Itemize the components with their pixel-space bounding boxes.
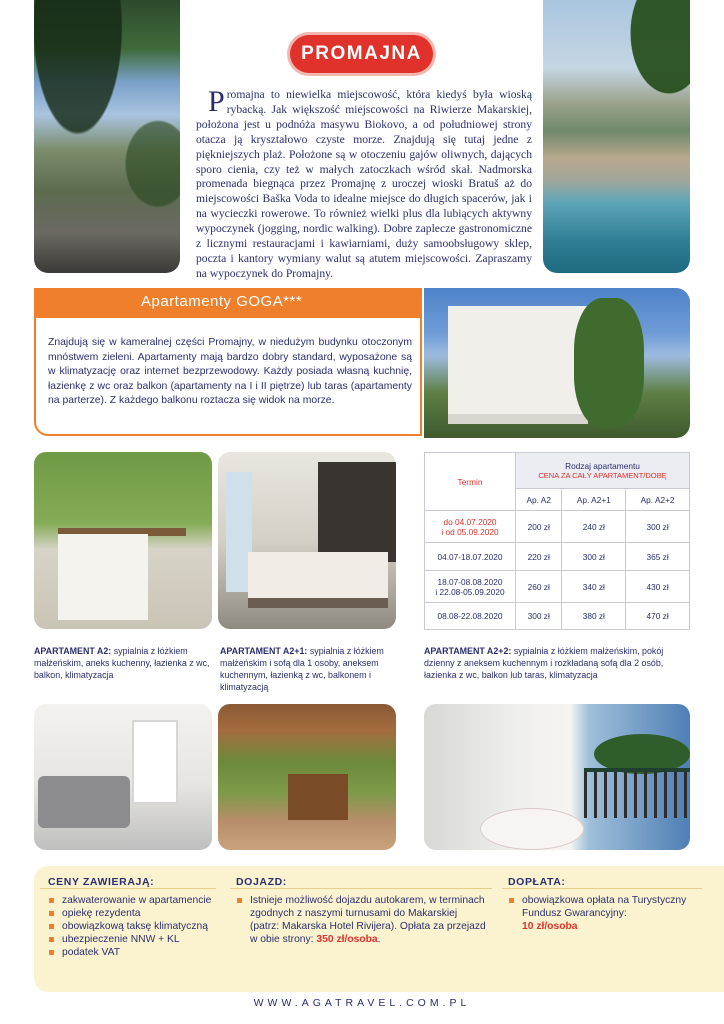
divider xyxy=(502,888,702,889)
price-cell: 300 zł xyxy=(562,543,626,571)
caption-a2-1 xyxy=(220,645,400,693)
col-a2: Ap. A2 xyxy=(516,489,562,511)
price-cell: 470 zł xyxy=(626,603,690,630)
intro-paragraph xyxy=(196,85,532,282)
surcharge-heading: DOPŁATA: xyxy=(508,876,566,888)
term-header: Termin xyxy=(425,453,516,511)
caption-a2-1-desc: sypialnia z łóżkiem małżeńskim i sofą dla 1 osoby, aneksem kuchennym, łazienką z wc, balkonem i klimatyzacją xyxy=(220,646,384,692)
type-header xyxy=(516,453,690,489)
price-cell: 430 zł xyxy=(626,571,690,603)
website-link[interactable]: WWW.AGATRAVEL.COM.PL xyxy=(253,997,471,1009)
goga-building-photo xyxy=(424,288,690,438)
promajna-village-photo xyxy=(34,0,180,273)
caption-a2-2-desc: sypialnia z łóżkiem małżeńskim, pokój dzienny z aneksem kuchennym i rozkładaną sofą dla 2 osób, łazienka z wc, balkon lub taras, klimatyzacja xyxy=(424,646,664,680)
list-item: obowiązkową taksę klimatyczną xyxy=(48,920,228,933)
divider xyxy=(230,888,492,889)
col-a2-1: Ap. A2+1 xyxy=(562,489,626,511)
term-line: i od 05.09.2020 xyxy=(441,526,499,537)
page-title: PROMAJNA xyxy=(290,35,433,73)
caption-a2 xyxy=(34,645,212,681)
divider xyxy=(40,888,216,889)
transport-text: Istnieje możliwość dojazdu autokarem, w terminach zgodnych z naszymi turnusami do Makarskiej (patrz: Makarska Hotel Rivijera). Opłata za przejazd w obie strony: xyxy=(250,895,486,945)
drop-cap: P xyxy=(208,85,225,118)
transport-list xyxy=(236,894,486,946)
term-cell xyxy=(425,571,516,603)
price-cell: 365 zł xyxy=(626,543,690,571)
goga-header xyxy=(34,288,422,318)
col-a2-2: Ap. A2+2 xyxy=(626,489,690,511)
caption-a2-2 xyxy=(424,645,690,681)
includes-list xyxy=(48,894,228,959)
price-cell: 300 zł xyxy=(516,603,562,630)
price-cell: 300 zł xyxy=(626,511,690,543)
term-cell xyxy=(425,511,516,543)
living-room-photo xyxy=(34,704,212,850)
list-item xyxy=(508,894,698,933)
table-row xyxy=(425,571,690,603)
goga-heading: Apartamenty GOGA*** xyxy=(141,293,303,310)
caption-a2-1-name: APARTAMENT A2+1: xyxy=(220,646,308,656)
term-cell: 08.08-22.08.2020 xyxy=(425,603,516,630)
term-line: i 22.08-05.09.2020 xyxy=(435,586,505,597)
transport-price: 350 zł/osoba xyxy=(316,934,378,945)
table-row xyxy=(425,543,690,571)
list-item: podatek VAT xyxy=(48,946,228,959)
price-cell: 260 zł xyxy=(516,571,562,603)
caption-a2-2-name: APARTAMENT A2+2: xyxy=(424,646,512,656)
list-item: ubezpieczenie NNW + KL xyxy=(48,933,228,946)
term-line: 18.07-08.08.2020 xyxy=(437,576,503,587)
intro-text: romajna to niewielka miejscowość, która kiedyś była wioską rybacką. Jak większość miejscowości na Riwierze Makarskiej, położona jest u podnóża masywu Biokovo, a od południowej strony otacza ją kryształowo czyste morze. Znajdują się tutaj jedne z piękniejszych plaż. Położone są w otoczeniu gajów oliwnych, dających sporo cienia, czy też w małych zatoczkach wśród skał. Nadmorska promenada biegnąca przez Promajnę z uroczej wioski Bratuš aż do miejscowości Baška Voda to idealne miejsce do długich spacerów, jak i na wycieczki rowerowe. To również wielki plus dla lubiących aktywny wypoczynek (jogging, nordic walking). Dobre zaplecze gastronomiczne z licznymi restauracjami i kawiarniami, duży samoobsługowy sklep, poczta i kantory wymiany walut są atutem miejscowości. Zapraszamy na wypoczynek do Promajny. xyxy=(196,88,532,280)
caption-a2-name: APARTAMENT A2: xyxy=(34,646,112,656)
surcharge-price: 10 zł/osoba xyxy=(522,921,578,932)
surcharge-text: obowiązkowa opłata na Turystyczny Fundusz Gwarancyjny: xyxy=(522,895,687,919)
price-cell: 380 zł xyxy=(562,603,626,630)
list-item: opiekę rezydenta xyxy=(48,907,228,920)
list-item: zakwaterowanie w apartamencie xyxy=(48,894,228,907)
price-cell: 340 zł xyxy=(562,571,626,603)
term-cell: 04.07-18.07.2020 xyxy=(425,543,516,571)
terrace-photo xyxy=(218,704,396,850)
type-header-title: Rodzaj apartamentu xyxy=(565,461,640,471)
transport-heading: DOJAZD: xyxy=(236,876,287,888)
table-row xyxy=(425,511,690,543)
surcharge-list xyxy=(508,894,698,933)
term-line: do 04.07.2020 xyxy=(443,516,497,527)
list-item xyxy=(236,894,486,946)
type-header-sub: CENA ZA CAŁY APARTAMENT/DOBĘ xyxy=(538,471,667,480)
price-cell: 240 zł xyxy=(562,511,626,543)
price-table xyxy=(424,452,690,630)
caption-a2-desc: sypialnia z łóżkiem małżeńskim, aneks kuchenny, łazienka z wc, balkon, klimatyzacja xyxy=(34,646,210,680)
kitchen-photo xyxy=(34,452,212,629)
goga-description: Znajdują się w kameralnej części Promajny, w niedużym budynku otoczonym mnóstwem zieleni. Apartamenty mają bardzo dobry standard, wyposażone są w klimatyzację oraz internet bezprzewodowy. Każdy posiada własną kuchnię, łazienkę z wc oraz balkon (apartamenty na I i II piętrze) lub taras (apartamenty na parterze). Z każdego balkonu roztacza się widok na morze. xyxy=(48,337,412,407)
includes-heading: CENY ZAWIERAJĄ: xyxy=(48,876,155,888)
price-cell: 220 zł xyxy=(516,543,562,571)
coast-sea-photo xyxy=(543,0,690,273)
bedroom-photo xyxy=(218,452,396,629)
table-row xyxy=(425,603,690,630)
balcony-photo xyxy=(424,704,690,850)
price-cell: 200 zł xyxy=(516,511,562,543)
transport-suffix: . xyxy=(377,934,381,945)
